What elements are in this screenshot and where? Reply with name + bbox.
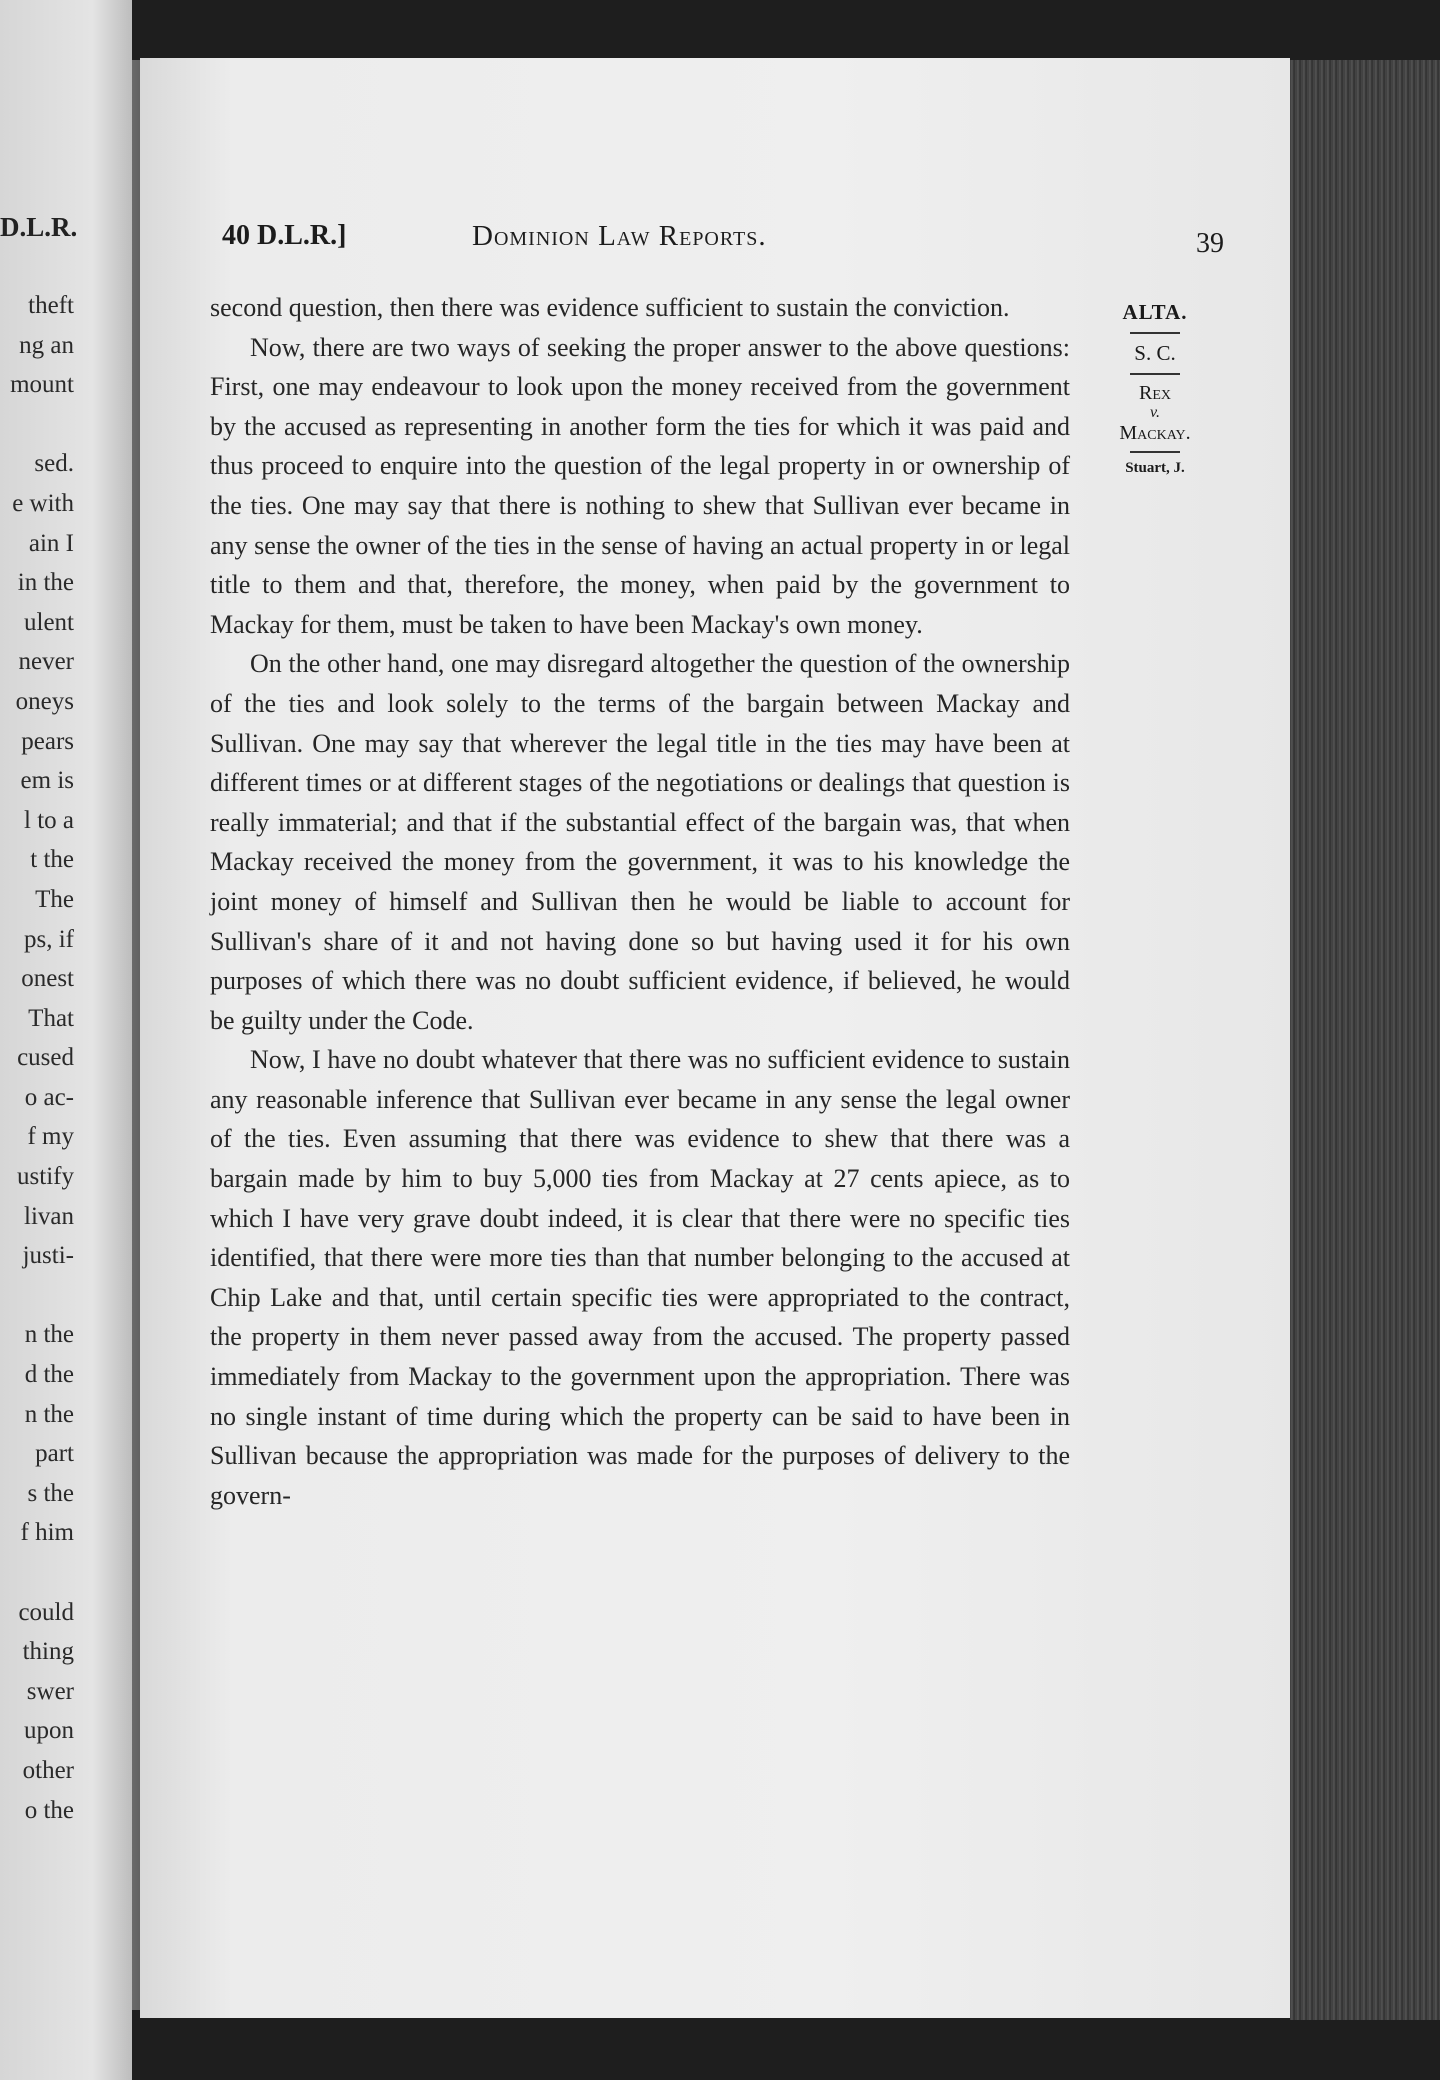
left-page-line: sed.	[34, 450, 74, 478]
left-page-line: cused	[17, 1044, 74, 1072]
left-page-line: ng an	[19, 331, 74, 359]
sidenote-rule	[1130, 451, 1180, 453]
left-page-line: theft	[28, 292, 74, 319]
left-page-line: em is	[20, 767, 74, 795]
left-page-line: never	[18, 648, 74, 676]
left-page-line: livan	[24, 1202, 74, 1230]
left-page-text	[0, 286, 132, 1830]
court: S. C.	[1134, 341, 1176, 365]
left-page-line: s the	[27, 1479, 74, 1507]
paragraph: second question, then there was evidence sufficient to sustain the conviction.	[210, 293, 1010, 322]
left-page-line: upon	[24, 1717, 74, 1745]
left-page-line: oneys	[15, 687, 74, 715]
left-page-line: part	[35, 1440, 74, 1468]
left-page-line: e with	[12, 489, 74, 517]
left-page-line: The	[35, 885, 74, 913]
case-plaintiff: Rex	[1138, 382, 1171, 404]
left-page-line	[0, 405, 132, 445]
left-page-line: n the	[24, 1400, 74, 1428]
page-edges	[1290, 60, 1440, 2020]
left-page-line: l to a	[24, 806, 74, 834]
left-page-line: n the	[24, 1321, 74, 1349]
case-sidenote	[1100, 300, 1210, 477]
paragraph: Now, there are two ways of seeking the proper answer to the above questions: First, one may endeavour to look upon the money received from the government by the accused as representing in another form the ties for which it was paid and thus proceed to enquire into the question of the legal property in or ownership of the ties. One may say that there is nothing to shew that Sullivan ever became in any sense the owner of the ties in the sense of having an actual property in or legal title to them and that, therefore, the money, when paid by the government to Mackay for them, must be taken to have been Mackay's own money.	[210, 332, 1070, 639]
left-page-line	[0, 1553, 132, 1593]
province: ALTA.	[1122, 300, 1188, 324]
left-page-line: in the	[17, 569, 74, 597]
left-facing-page	[0, 0, 132, 2080]
case-versus: v.	[1150, 404, 1160, 421]
left-page-line: f my	[27, 1123, 74, 1151]
left-page-header: D.L.R.	[0, 212, 78, 242]
paragraph: Now, I have no doubt whatever that there was no sufficient evidence to sustain any reasonable inference that Sullivan ever became in any sense the legal owner of the ties. Even assuming that there was evidence to shew that there was a bargain made by him to buy 5,000 ties from Mackay at 27 cents apiece, as to which I have very grave doubt indeed, it is clear that there were no specific ties identified, that there were more ties than that number belonging to the accused at Chip Lake and that, until certain specific ties were appropriated to the contract, the property in them never passed away from the accused. The property passed immediately from Mackay to the government upon the appropriation. There was no single instant of time during which the property can be said to have been in Sullivan because the appropriation was made for the purposes of delivery to the govern-	[210, 1045, 1070, 1510]
left-page-line: t the	[30, 846, 74, 874]
left-page-line: That	[28, 1004, 74, 1032]
page-number: 39	[1196, 228, 1224, 259]
judge: Stuart, J.	[1125, 460, 1185, 476]
left-page-line: ain I	[28, 529, 74, 557]
left-page-line: swer	[26, 1677, 74, 1705]
paragraph: On the other hand, one may disregard altogether the question of the ownership of the ties and look solely to the terms of the bargain between Mackay and Sullivan. One may say that wherever the legal title in the ties may have been at different times or at different stages of the negotiations or dealings that question is really immaterial; and that if the substantial effect of the bargain was, that when Mackay received the money from the government, it was to his knowledge the joint money of himself and Sullivan then he would be liable to account for Sullivan's share of it and not having done so but having used it for his own purposes of which there was no doubt sufficient evidence, if believed, he would be guilty under the Code.	[210, 649, 1070, 1035]
left-page-line: f him	[20, 1519, 74, 1547]
left-page-line: ulent	[24, 608, 74, 636]
left-page-line: onest	[21, 965, 74, 993]
case-defendant: Mackay.	[1119, 422, 1191, 444]
body-text	[210, 288, 1070, 1515]
left-page-line: mount	[10, 371, 74, 399]
left-page-line: d the	[24, 1361, 74, 1389]
publication-title: Dominion Law Reports.	[472, 220, 767, 252]
sidenote-rule	[1130, 332, 1180, 334]
left-page-line: pears	[21, 727, 74, 755]
running-head	[0, 220, 1440, 260]
left-page-line: other	[22, 1756, 74, 1784]
left-page-line: justi-	[22, 1242, 74, 1270]
left-page-line: o ac-	[24, 1083, 74, 1111]
left-page-line: thing	[22, 1638, 74, 1666]
left-page-line: o the	[24, 1796, 74, 1824]
volume-reference: 40 D.L.R.]	[222, 220, 347, 251]
left-page-line: ustify	[17, 1163, 74, 1191]
left-page-line: could	[18, 1598, 74, 1626]
sidenote-rule	[1130, 373, 1180, 375]
left-page-line: ps, if	[24, 925, 74, 953]
left-page-line	[0, 1276, 132, 1316]
